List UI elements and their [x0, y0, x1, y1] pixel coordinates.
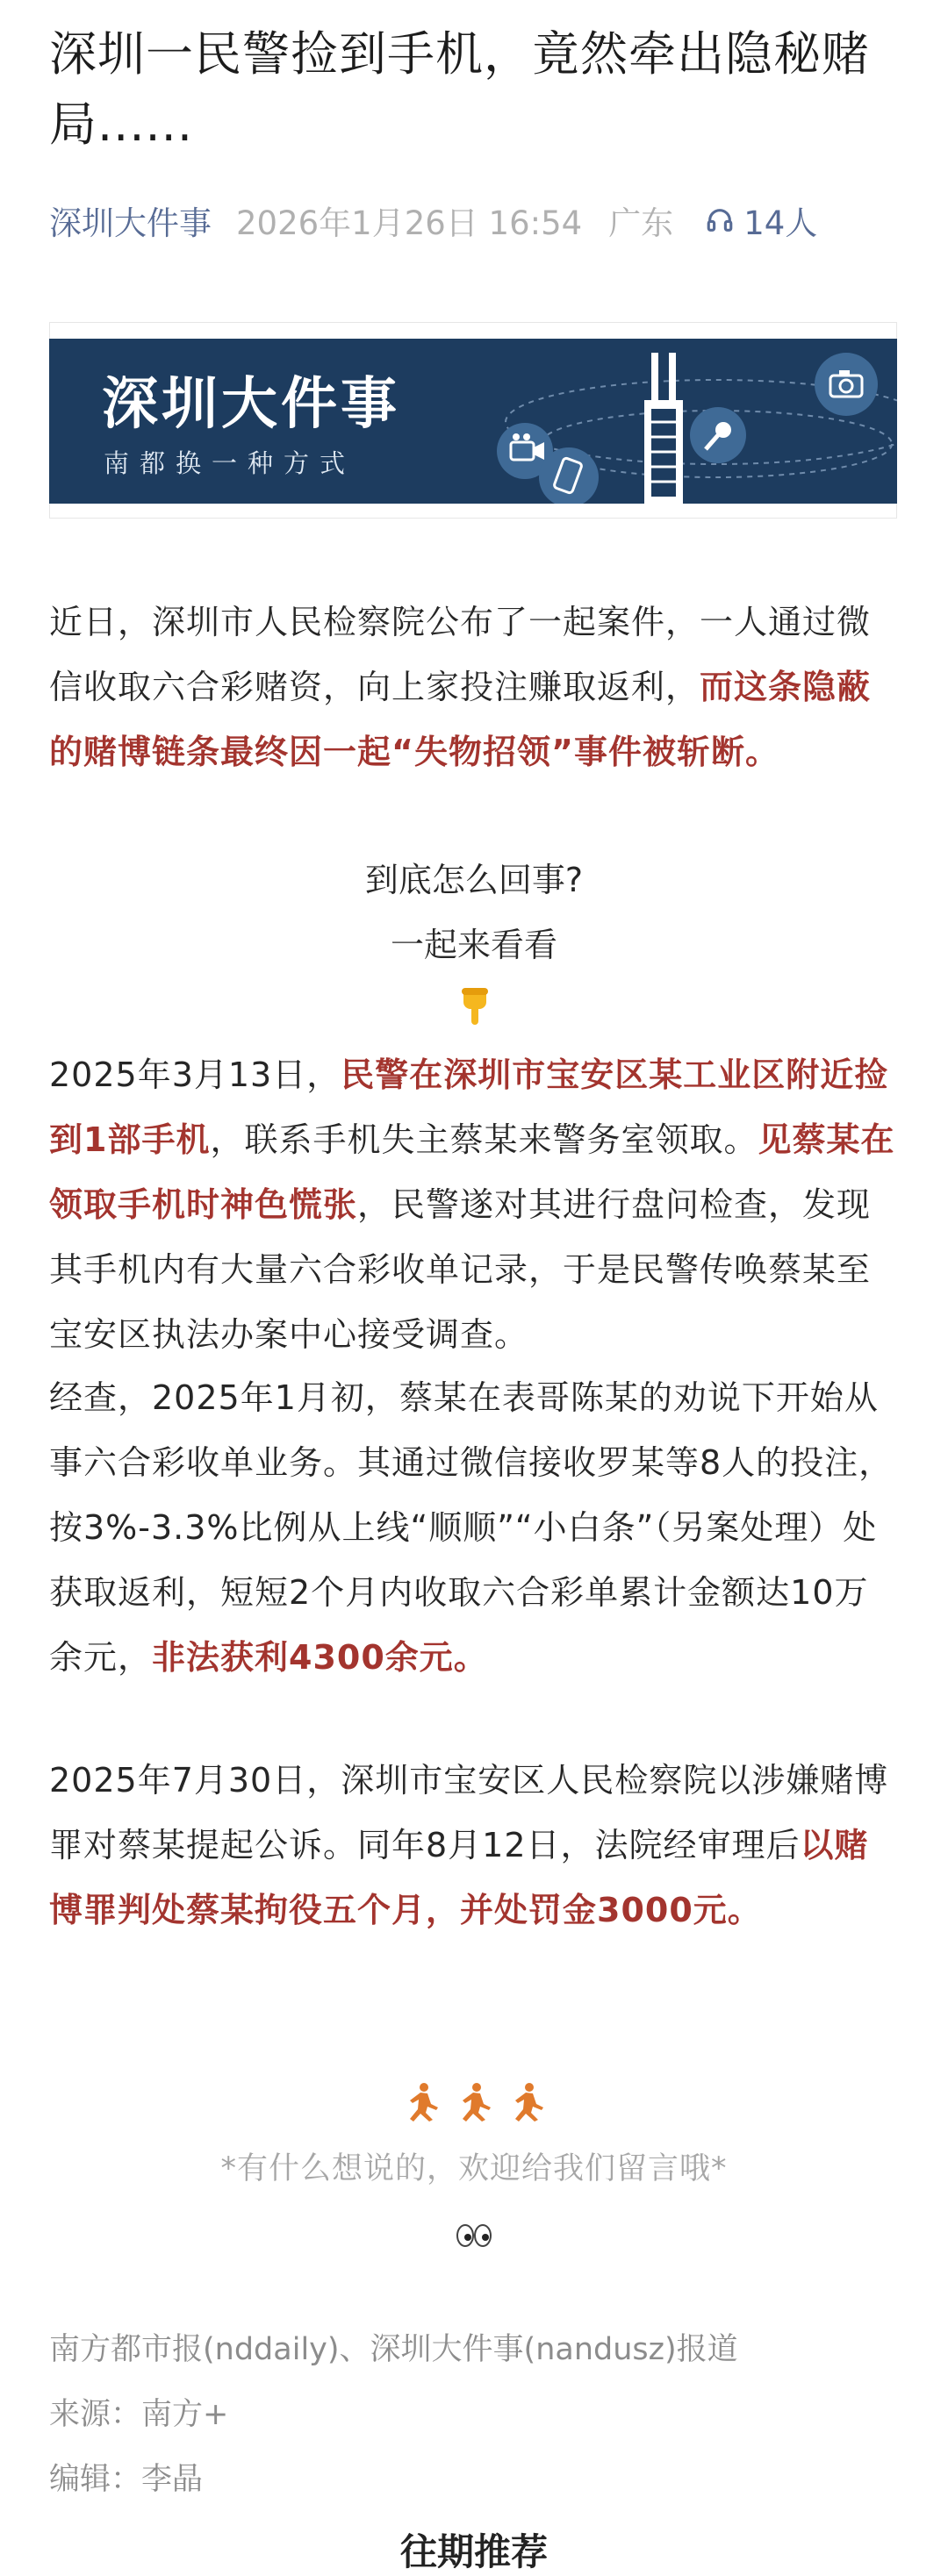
eyes-emoji	[49, 2223, 899, 2251]
p4-highlight: 以赌博罪判处蔡某拘役五个月，并处罚金3000元。	[49, 1826, 869, 1929]
p2-date: 2025年3月13日，	[49, 1055, 341, 1094]
eyes-icon	[455, 2223, 493, 2248]
person-running-icon	[399, 2081, 549, 2123]
backhand-index-pointing-down-icon	[456, 984, 492, 1027]
p2-text-2: ，民警遂对其进行盘问检查，发现其手机内有大量六合彩收单记录，于是民警传唤蔡某至宝安区执法办案中心接受调查。	[49, 1185, 872, 1354]
article-title: 深圳一民警捡到手机，竟然牵出隐秘赌局......	[49, 26, 870, 152]
paragraph-intro-text: 近日，深圳市人民检察院公布了一起案件，一人通过微信收取六合彩赌资，向上家投注赚取返利，	[49, 603, 872, 706]
account-name-link[interactable]: 深圳大件事	[49, 204, 212, 242]
banner-image	[49, 339, 897, 504]
paragraph-investigation	[49, 1365, 899, 1690]
report-credit: 南方都市报(nddaily)、深圳大件事(nandusz)报道	[49, 2332, 738, 2367]
paragraph-intro-highlight: 而这条隐蔽的赌博链条最终因一起“失物招领”事件被斩断。	[49, 668, 872, 771]
banner-image-frame	[49, 322, 897, 519]
pointing-down-emoji	[49, 984, 899, 1030]
source-credit: 来源：南方+	[49, 2397, 229, 2432]
p4-text: 2025年7月30日，深圳市宝安区人民检察院以涉嫌赌博罪对蔡某提起公诉。同年8月12日，法院经审理后	[49, 1761, 889, 1864]
p3-highlight: 非法获利4300余元。	[152, 1638, 488, 1677]
lets-see-line: 一起来看看	[390, 926, 557, 964]
p2-highlight-2: 见蔡某在领取手机时神色慌张	[49, 1120, 895, 1224]
tower-icon	[644, 353, 683, 504]
paragraph-intro	[49, 590, 899, 784]
article-meta	[49, 198, 899, 242]
p2-highlight-1: 民警在深圳市宝安区某工业区附近捡到1部手机	[49, 1055, 889, 1159]
p2-text-1: ，联系手机失主蔡某来警务室领取。	[210, 1120, 758, 1159]
paragraph-verdict	[49, 1748, 899, 1943]
paragraph-found-phone	[49, 1042, 899, 1367]
microphone-circle-icon	[690, 407, 746, 463]
question-line: 到底怎么回事?	[364, 861, 584, 899]
banner-subtitle: 南都换一种方式	[104, 448, 356, 478]
listen-button[interactable]	[705, 197, 817, 244]
comment-invite: *有什么想说的，欢迎给我们留言哦*	[220, 2151, 728, 2186]
headphones-icon	[705, 205, 735, 235]
publish-time: 2026年1月26日 16:54	[236, 204, 583, 242]
listener-count: 14人	[743, 204, 818, 242]
p3-text: 经查，2025年1月初，蔡某在表哥陈某的劝说下开始从事六合彩收单业务。其通过微信接收罗某等8人的投注，按3%-3.3%比例从上线“顺顺”“小白条”（另案处理）处获取返利，短短2个月内收取六合彩单累计金额达10万余元，	[49, 1378, 894, 1677]
banner-title: 深圳大件事	[102, 372, 400, 437]
recommended-heading: 往期推荐	[399, 2530, 548, 2573]
camera-circle-icon	[815, 353, 878, 416]
editor-credit: 编辑：李晶	[49, 2462, 204, 2497]
runners-emoji	[49, 2081, 899, 2127]
publish-location: 广东	[608, 204, 674, 242]
